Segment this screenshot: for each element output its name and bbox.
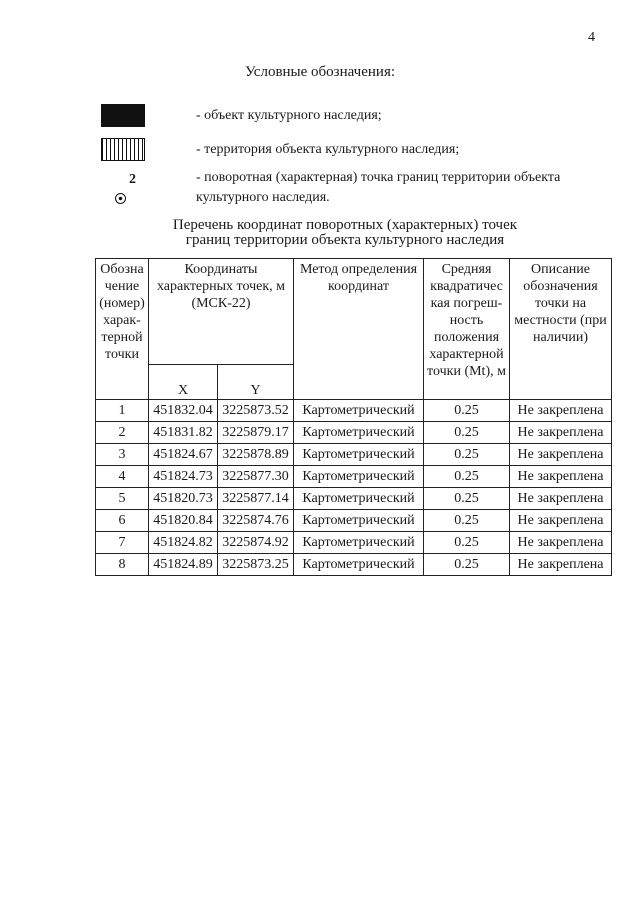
cell-description: Не закреплена <box>510 488 612 510</box>
legend-item-territory: - территория объекта культурного наследия; <box>196 142 460 157</box>
cell-method: Картометрический <box>294 444 424 466</box>
cell-description: Не закреплена <box>510 554 612 576</box>
cell-mean-error: 0.25 <box>424 488 510 510</box>
page-number: 4 <box>588 30 595 45</box>
cell-mean-error: 0.25 <box>424 444 510 466</box>
table-row <box>96 554 612 576</box>
cell-x: 451831.82 <box>149 422 218 444</box>
table-row <box>96 400 612 422</box>
list-title-line-2: границ территории объекта культурного наследия <box>185 232 505 248</box>
header-description: Описание обозначения точки на местности (при наличии) <box>510 259 612 400</box>
cell-method: Картометрический <box>294 532 424 554</box>
header-coordinates: Координаты характерных точек, м (МСК-22) <box>149 259 294 365</box>
coordinates-list-title <box>0 218 640 248</box>
header-method: Метод определения координат <box>294 259 424 400</box>
cell-y: 3225873.25 <box>218 554 294 576</box>
header-point-number: Обозна чение (номер) харак-терной точки <box>96 259 149 400</box>
legend-item-object: - объект культурного наследия; <box>196 108 382 123</box>
cell-y: 3225874.92 <box>218 532 294 554</box>
cell-y: 3225877.30 <box>218 466 294 488</box>
cell-method: Картометрический <box>294 422 424 444</box>
cell-y: 3225874.76 <box>218 510 294 532</box>
cell-x: 451824.73 <box>149 466 218 488</box>
cell-method: Картометрический <box>294 400 424 422</box>
cell-method: Картометрический <box>294 466 424 488</box>
cell-y: 3225879.17 <box>218 422 294 444</box>
table-row <box>96 510 612 532</box>
cell-description: Не закреплена <box>510 466 612 488</box>
cell-mean-error: 0.25 <box>424 532 510 554</box>
cell-method: Картометрический <box>294 554 424 576</box>
cell-x: 451820.73 <box>149 488 218 510</box>
cell-point-number: 4 <box>96 466 149 488</box>
territory-hatch-symbol-icon <box>101 138 145 161</box>
header-y: Y <box>218 364 294 399</box>
cell-mean-error: 0.25 <box>424 510 510 532</box>
cell-x: 451832.04 <box>149 400 218 422</box>
legend-title: Условные обозначения: <box>244 64 396 80</box>
cell-method: Картометрический <box>294 510 424 532</box>
cell-mean-error: 0.25 <box>424 554 510 576</box>
cell-y: 3225878.89 <box>218 444 294 466</box>
cell-description: Не закреплена <box>510 400 612 422</box>
table-header-row <box>96 259 612 365</box>
cell-method: Картометрический <box>294 488 424 510</box>
cell-point-number: 6 <box>96 510 149 532</box>
cell-description: Не закреплена <box>510 532 612 554</box>
header-mean-error: Средняя квадратичес кая погреш-ность положения характерной точки (Mt), м <box>424 259 510 400</box>
turning-point-circle-icon <box>115 193 126 204</box>
table-row <box>96 466 612 488</box>
legend-item-point: - поворотная (характерная) точка границ территории объекта культурного наследия. <box>196 170 561 205</box>
cell-point-number: 7 <box>96 532 149 554</box>
cell-y: 3225877.14 <box>218 488 294 510</box>
cell-point-number: 3 <box>96 444 149 466</box>
cell-point-number: 2 <box>96 422 149 444</box>
table-row <box>96 444 612 466</box>
header-x: X <box>149 364 218 399</box>
cell-x: 451824.89 <box>149 554 218 576</box>
cell-mean-error: 0.25 <box>424 422 510 444</box>
cell-description: Не закреплена <box>510 510 612 532</box>
table-row <box>96 532 612 554</box>
cell-point-number: 1 <box>96 400 149 422</box>
cell-point-number: 8 <box>96 554 149 576</box>
cell-description: Не закреплена <box>510 444 612 466</box>
point-symbol-label: 2 <box>129 172 136 187</box>
cell-x: 451824.82 <box>149 532 218 554</box>
table-row <box>96 422 612 444</box>
list-title-line-1: Перечень координат поворотных (характерных) точек <box>172 217 518 233</box>
cell-x: 451820.84 <box>149 510 218 532</box>
cultural-object-symbol-icon <box>101 104 145 127</box>
cell-mean-error: 0.25 <box>424 466 510 488</box>
cell-x: 451824.67 <box>149 444 218 466</box>
cell-point-number: 5 <box>96 488 149 510</box>
cell-mean-error: 0.25 <box>424 400 510 422</box>
table-row <box>96 488 612 510</box>
cell-y: 3225873.52 <box>218 400 294 422</box>
coordinates-table <box>95 258 612 576</box>
cell-description: Не закреплена <box>510 422 612 444</box>
